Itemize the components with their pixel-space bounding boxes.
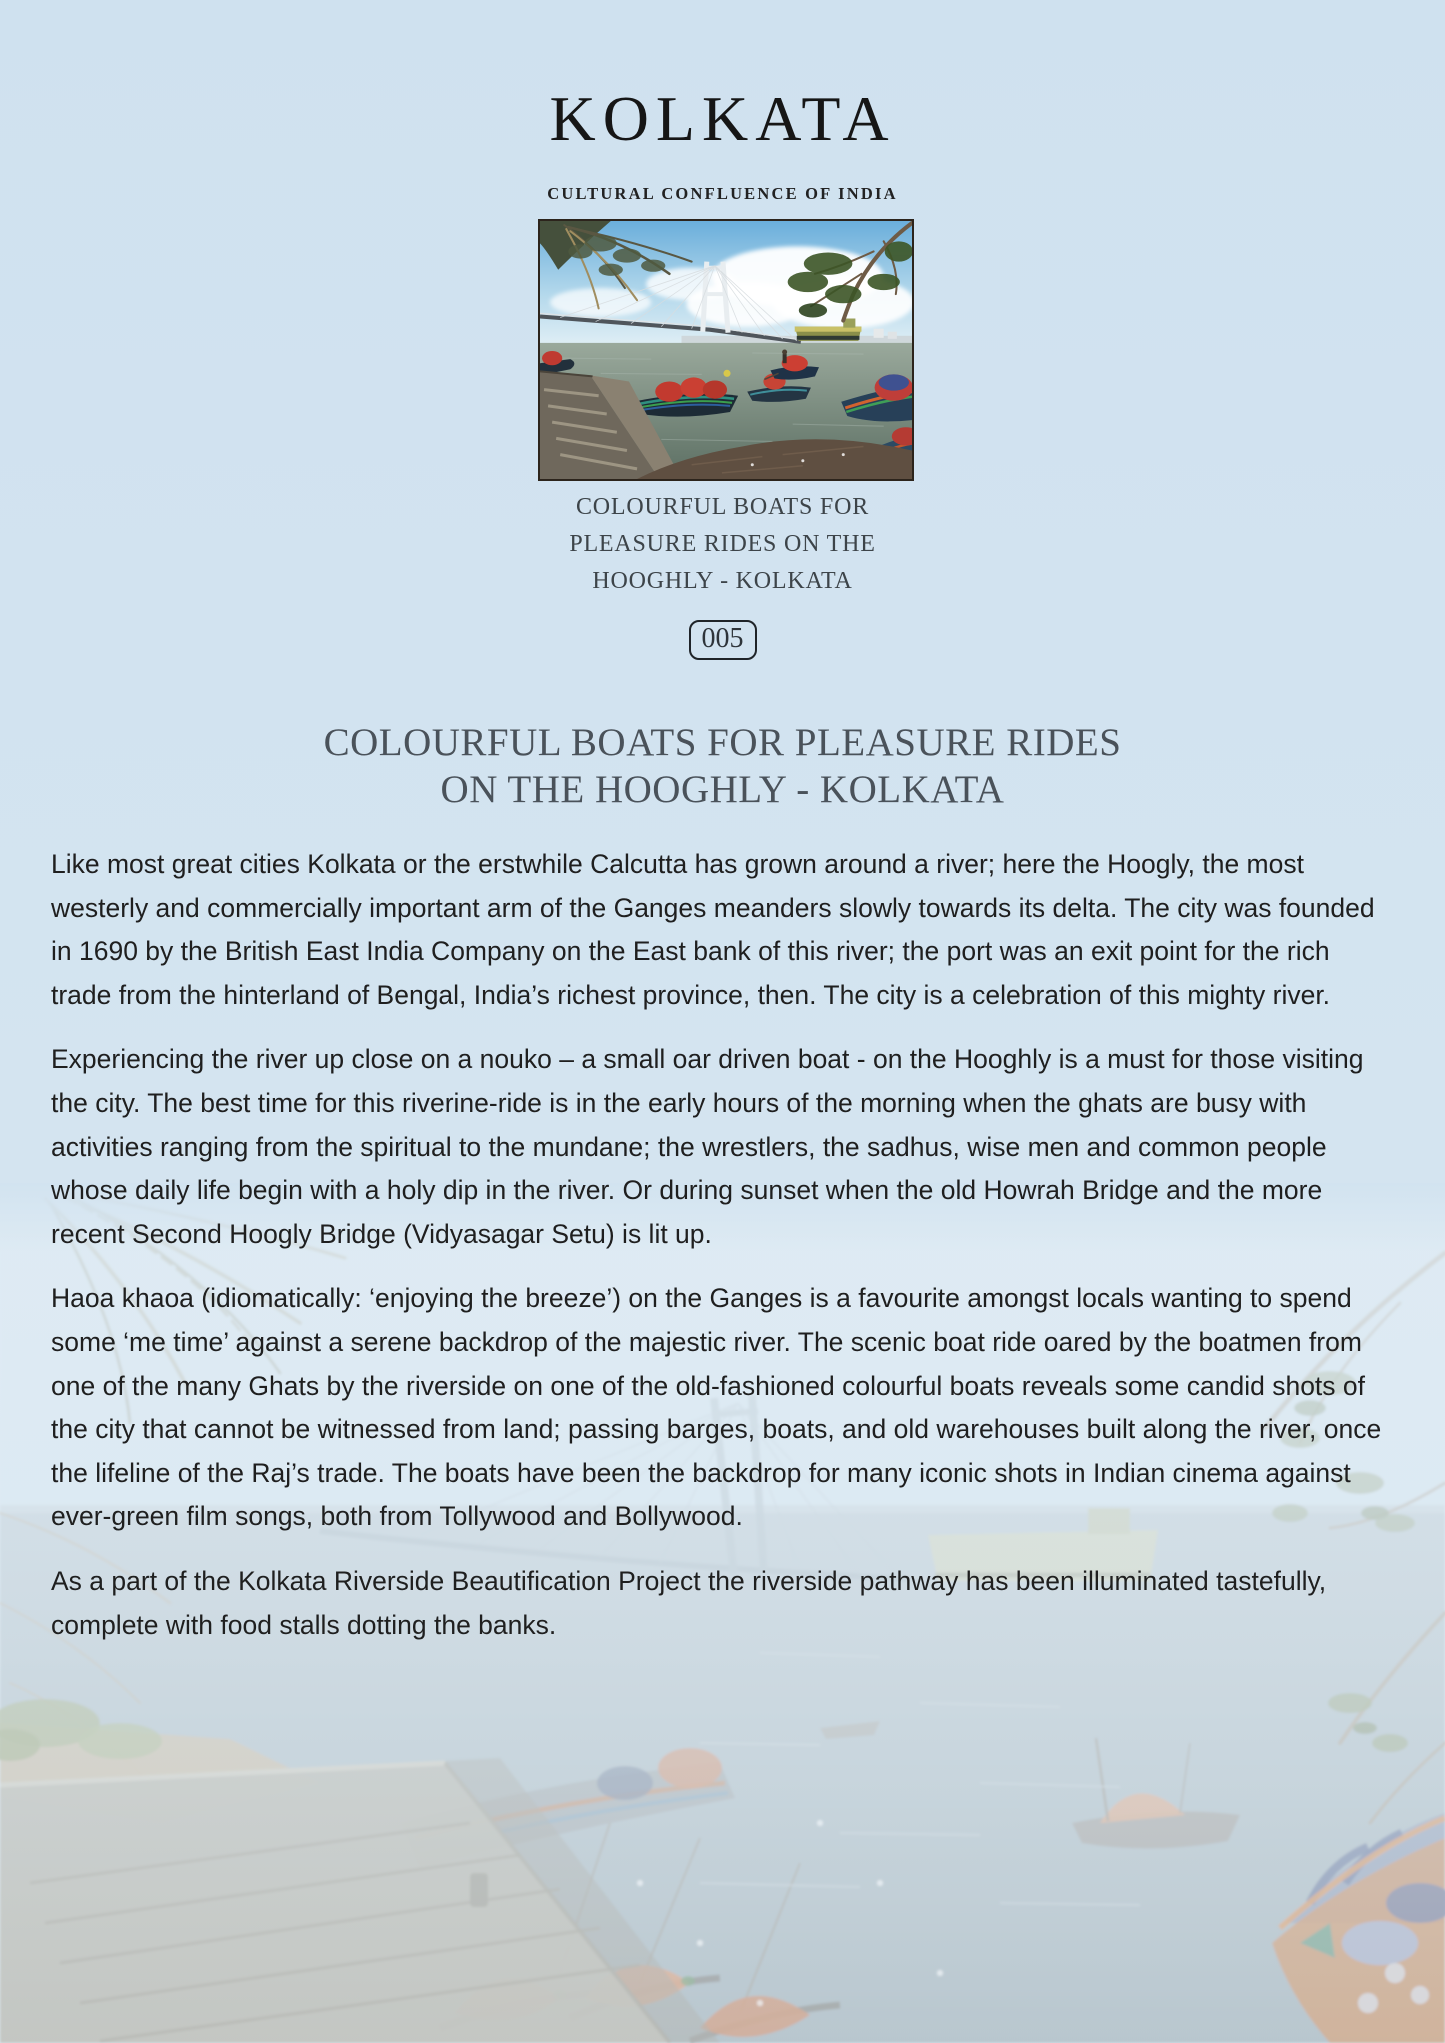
article-heading-line: ON THE HOOGHLY - KOLKATA (440, 768, 1005, 811)
photo-caption-line: COLOURFUL BOATS FOR (575, 494, 870, 520)
article-paragraph: Haoa khaoa (idiomatically: ‘enjoying the breeze’) on the Ganges is a favourite amongst locals wanting to spend some ‘me time’ against a serene backdrop of the majestic river. The scenic boat ride oared by the boatmen from one of the many Ghats by the riverside on one of the old-fashioned colourful boats reveals some candid shots of the city that cannot be witnessed from land; passing barges, boats, and old warehouses built along the river, once the lifeline of the Raj’s trade. The boats have been the backdrop for many iconic shots in Indian cinema against ever-green film songs, both from Tollywood and Bollywood. (51, 1283, 1382, 1532)
hooghly-boats-photo-illustration (540, 221, 912, 479)
photo-caption (0, 489, 1445, 600)
article-heading-line: COLOURFUL BOATS FOR PLEASURE RIDES (323, 721, 1122, 764)
hooghly-boats-photo (538, 219, 914, 481)
article-paragraph: As a part of the Kolkata Riverside Beautification Project the riverside pathway has been illuminated tastefully, complete with food stalls dotting the banks. (51, 1565, 1327, 1640)
article-paragraph: Like most great cities Kolkata or the erstwhile Calcutta has grown around a river; here the Hoogly, the most westerly and commercially important arm of the Ganges meanders slowly towards its delta. The city was founded in 1690 by the British East India Company on the East bank of this river; the port was an exit point for the rich trade from the hinterland of Bengal, India’s richest province, then. The city is a celebration of this mighty river. (51, 849, 1375, 1010)
article-paragraph: Experiencing the river up close on a nouko – a small oar driven boat - on the Hooghly is a must for those visiting the city. The best time for this riverine-ride is in the early hours of the morning when the ghats are busy with activities ranging from the spiritual to the mundane; the wrestlers, the sadhus, wise men and common people whose daily life begin with a holy dip in the river. Or during sunset when the old Howrah Bridge and the more recent Second Hoogly Bridge (Vidyasagar Setu) is lit up. (51, 1044, 1364, 1249)
page-subtitle: CULTURAL CONFLUENCE OF INDIA (547, 184, 898, 203)
photo-caption-line: PLEASURE RIDES ON THE (569, 531, 876, 557)
article-body (51, 843, 1394, 1668)
page-title: KOLKATA (549, 83, 896, 154)
page-number-badge: 005 (689, 620, 757, 660)
article-heading (0, 719, 1445, 813)
photo-caption-line: HOOGHLY - KOLKATA (592, 568, 853, 594)
